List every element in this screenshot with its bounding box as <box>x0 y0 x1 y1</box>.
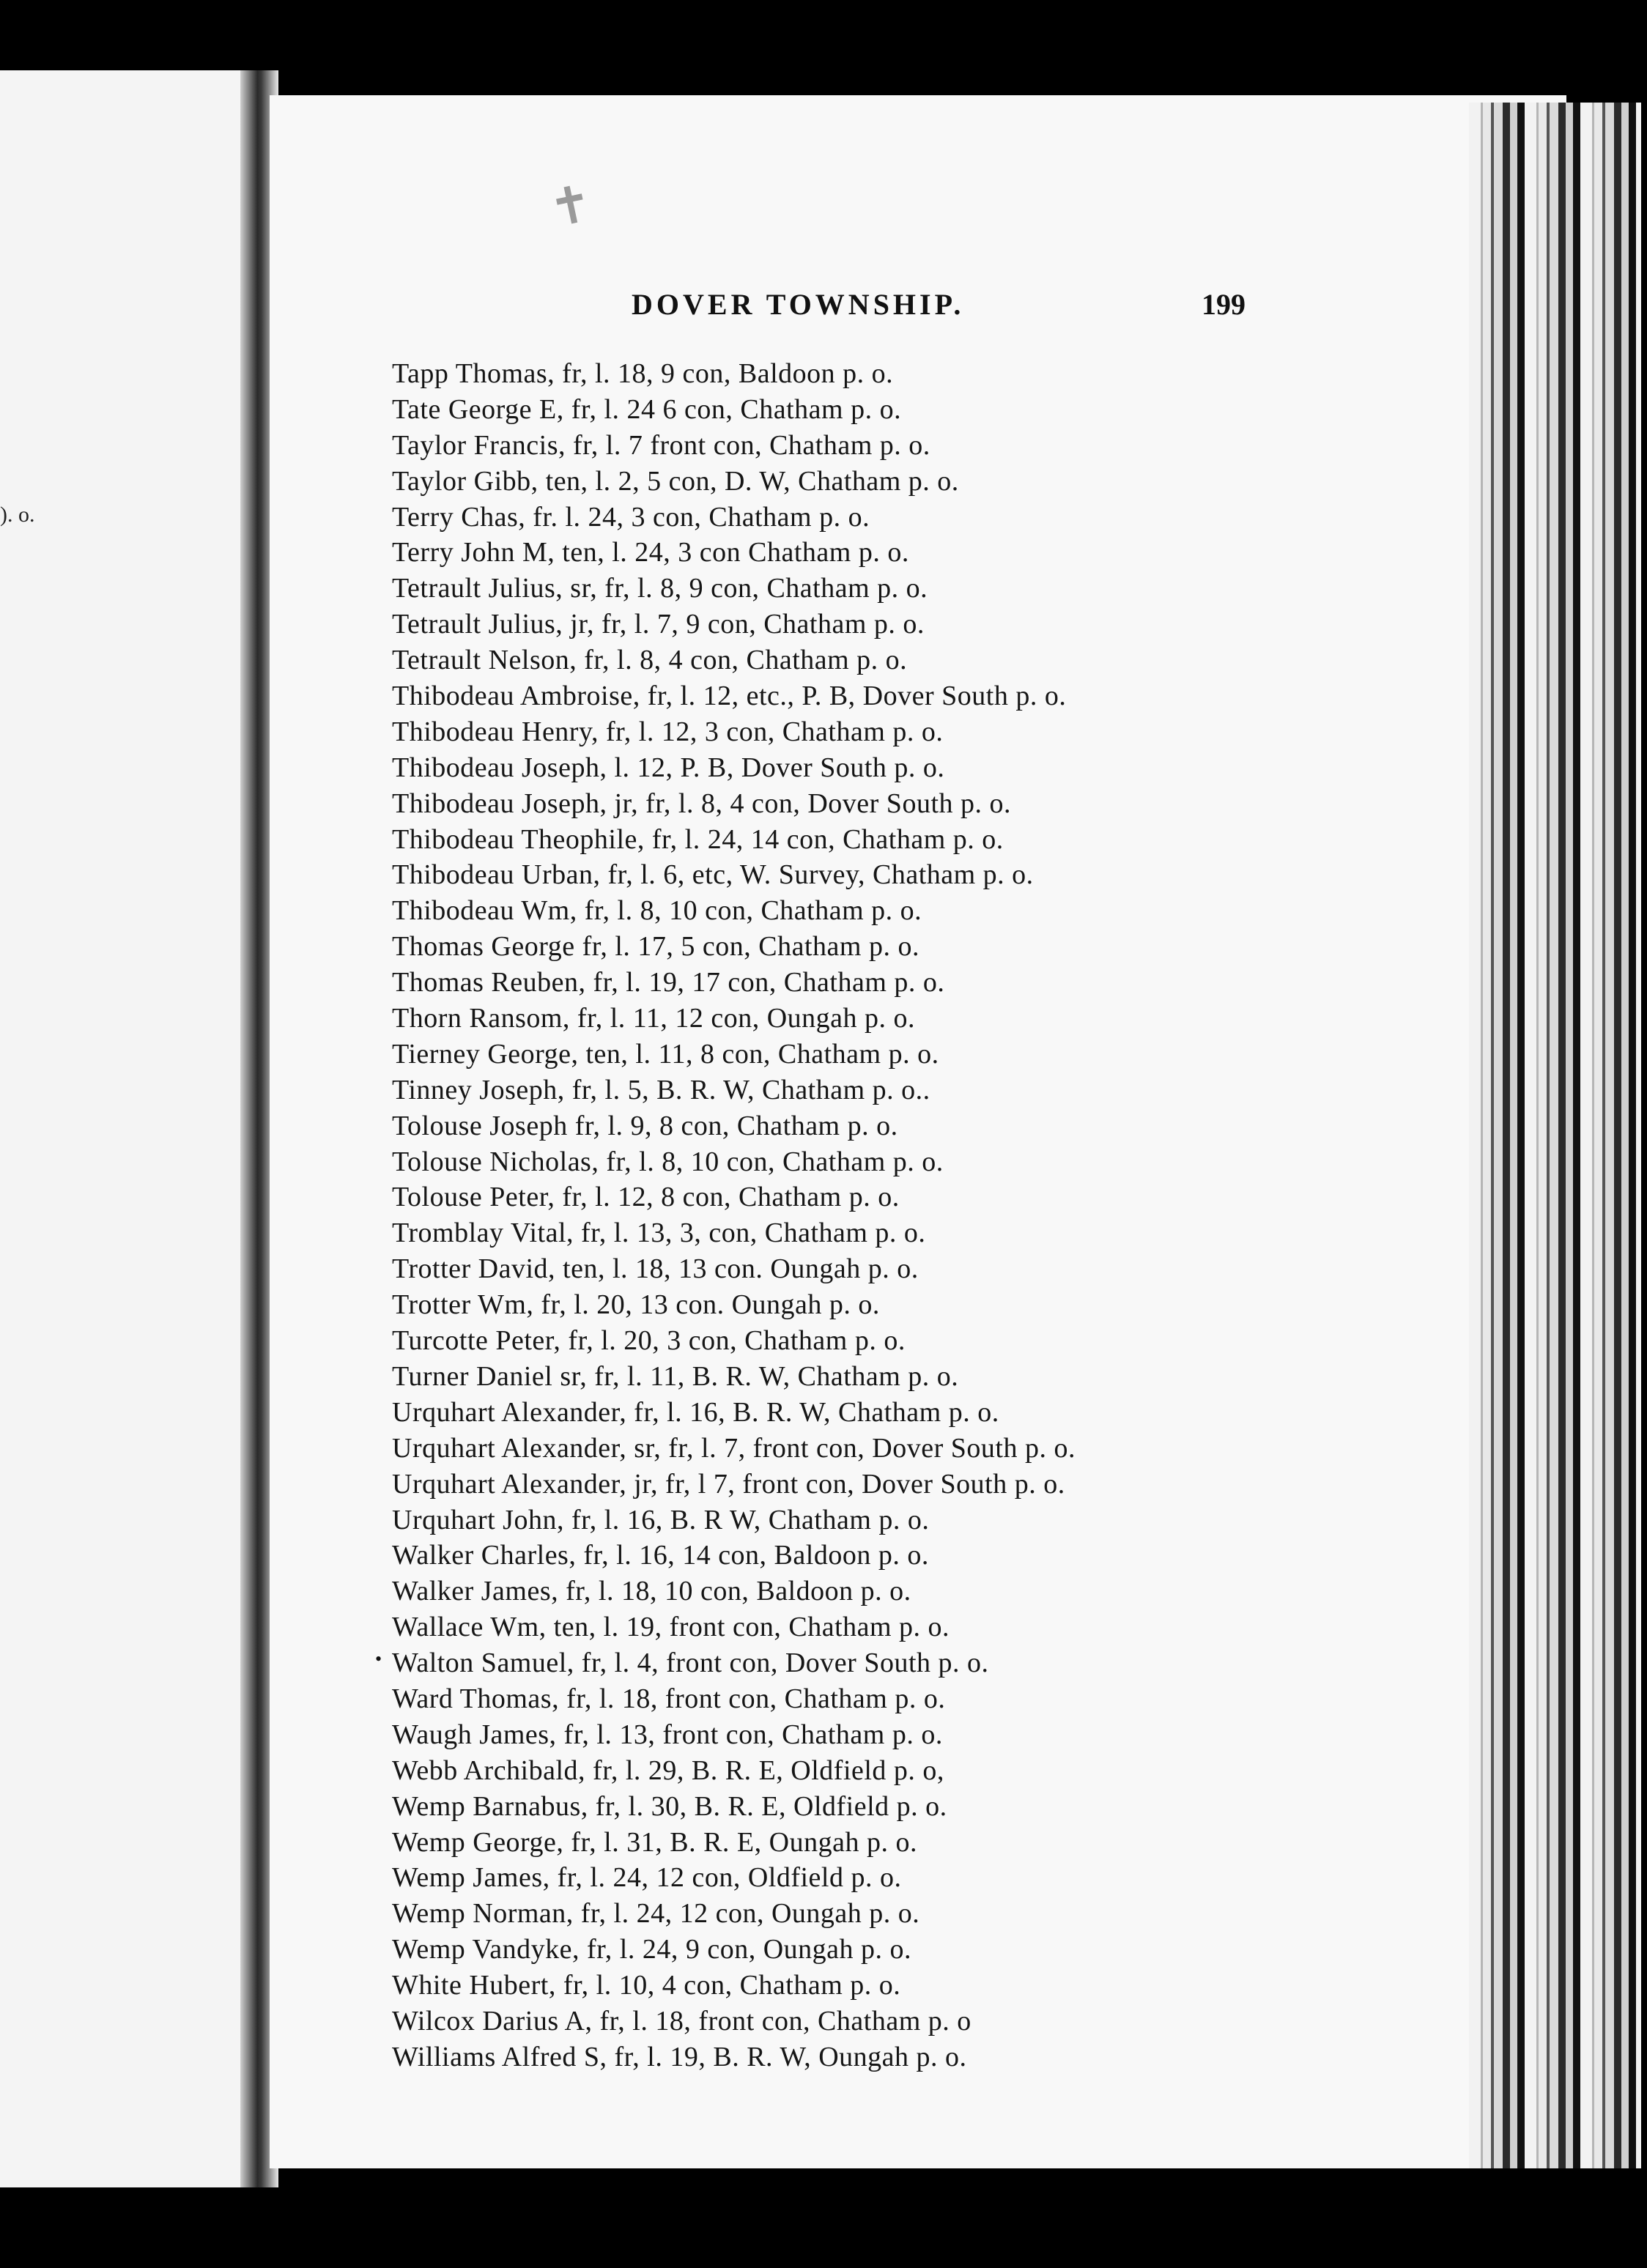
page-edges <box>1469 103 1641 2168</box>
left-page <box>0 70 249 2187</box>
directory-entry: Tolouse Joseph fr, l. 9, 8 con, Chatham p. o. <box>392 1110 898 1141</box>
directory-entry: Wallace Wm, ten, l. 19, front con, Chatham p. o. <box>392 1612 950 1643</box>
directory-entry: Thibodeau Wm, fr, l. 8, 10 con, Chatham p. o. <box>392 895 922 927</box>
directory-entry: Urquhart John, fr, l. 16, B. R W, Chatham p. o. <box>392 1504 930 1535</box>
directory-entry: Walker James, fr, l. 18, 10 con, Baldoon p. o. <box>392 1576 911 1607</box>
margin-marker-icon: • <box>375 1648 382 1670</box>
directory-entry: Wemp Vandyke, fr, l. 24, 9 con, Oungah p. o. <box>392 1934 912 1965</box>
directory-entry: Thibodeau Joseph, l. 12, P. B, Dover South p. o. <box>392 752 945 783</box>
directory-entry: Urquhart Alexander, jr, fr, l 7, front con, Dover South p. o. <box>392 1468 1065 1500</box>
directory-entry: Ward Thomas, fr, l. 18, front con, Chatham p. o. <box>392 1683 946 1714</box>
directory-entry: Trotter David, ten, l. 18, 13 con. Oungah p. o. <box>392 1253 919 1285</box>
directory-entry: Urquhart Alexander, sr, fr, l. 7, front con, Dover South p. o. <box>392 1432 1076 1464</box>
directory-entries <box>392 356 1454 2075</box>
directory-entry: Tierney George, ten, l. 11, 8 con, Chatham p. o. <box>392 1038 939 1070</box>
directory-entry: Taylor Francis, fr, l. 7 front con, Chatham p. o. <box>392 429 930 461</box>
directory-entry: Tolouse Peter, fr, l. 12, 8 con, Chatham p. o. <box>392 1182 900 1213</box>
directory-entry: Tinney Joseph, fr, l. 5, B. R. W, Chatham p. o.. <box>392 1074 930 1105</box>
directory-entry: Taylor Gibb, ten, l. 2, 5 con, D. W, Chatham p. o. <box>392 465 959 497</box>
directory-entry: Tromblay Vital, fr, l. 13, 3, con, Chatham p. o. <box>392 1218 926 1249</box>
directory-entry: Thomas George fr, l. 17, 5 con, Chatham p. o. <box>392 931 919 963</box>
directory-entry: Tolouse Nicholas, fr, l. 8, 10 con, Chatham p. o. <box>392 1146 944 1177</box>
directory-entry: Tetrault Nelson, fr, l. 8, 4 con, Chatham p. o. <box>392 645 908 676</box>
pencil-mark-icon: ✝ <box>544 174 599 240</box>
page-number: 199 <box>1202 288 1246 321</box>
directory-entry: Tetrault Julius, sr, fr, l. 8, 9 con, Chatham p. o. <box>392 573 928 604</box>
directory-entry: Thibodeau Henry, fr, l. 12, 3 con, Chatham p. o. <box>392 716 944 747</box>
directory-entry: Williams Alfred S, fr, l. 19, B. R. W, Oungah p. o. <box>392 2041 967 2072</box>
page-title: DOVER TOWNSHIP. <box>632 288 965 321</box>
directory-entry: Tetrault Julius, jr, fr, l. 7, 9 con, Chatham p. o. <box>392 609 925 640</box>
left-page-fragment: ). o. <box>0 503 35 527</box>
directory-entry: Wemp Norman, fr, l. 24, 12 con, Oungah p. o. <box>392 1898 920 1930</box>
directory-entry: Webb Archibald, fr, l. 29, B. R. E, Oldfield p. o, <box>392 1754 944 1786</box>
directory-entry: Urquhart Alexander, fr, l. 16, B. R. W, Chatham p. o. <box>392 1396 999 1428</box>
directory-entry: Turner Daniel sr, fr, l. 11, B. R. W, Chatham p. o. <box>392 1360 959 1392</box>
directory-entry: Wemp James, fr, l. 24, 12 con, Oldfield p. o. <box>392 1862 902 1894</box>
directory-entry: Thibodeau Ambroise, fr, l. 12, etc., P. B, Dover South p. o. <box>392 681 1067 712</box>
directory-entry: Waugh James, fr, l. 13, front con, Chatham p. o. <box>392 1719 943 1750</box>
directory-entry: Walton Samuel, fr, l. 4, front con, Dover South p. o. <box>392 1648 989 1679</box>
directory-entry: Thibodeau Theophile, fr, l. 24, 14 con, Chatham p. o. <box>392 823 1004 855</box>
directory-entry: Wemp Barnabus, fr, l. 30, B. R. E, Oldfield p. o. <box>392 1790 947 1822</box>
directory-entry: Thorn Ransom, fr, l. 11, 12 con, Oungah p. o. <box>392 1003 916 1034</box>
directory-entry: Walker Charles, fr, l. 16, 14 con, Baldoon p. o. <box>392 1540 929 1571</box>
directory-entry: Tate George E, fr, l. 24 6 con, Chatham p. o. <box>392 393 902 425</box>
directory-entry: Thomas Reuben, fr, l. 19, 17 con, Chatham p. o. <box>392 967 945 998</box>
directory-entry: Terry Chas, fr. l. 24, 3 con, Chatham p. o. <box>392 501 870 533</box>
directory-entry: Tapp Thomas, fr, l. 18, 9 con, Baldoon p. o. <box>392 358 894 389</box>
directory-entry: Terry John M, ten, l. 24, 3 con Chatham p. o. <box>392 537 909 568</box>
directory-entry: Thibodeau Joseph, jr, fr, l. 8, 4 con, Dover South p. o. <box>392 788 1011 819</box>
directory-entry: Trotter Wm, fr, l. 20, 13 con. Oungah p. o. <box>392 1289 880 1321</box>
directory-entry: White Hubert, fr, l. 10, 4 con, Chatham p. o. <box>392 1970 901 2001</box>
directory-entry: Thibodeau Urban, fr, l. 6, etc, W. Survey, Chatham p. o. <box>392 859 1034 891</box>
directory-entry: Wemp George, fr, l. 31, B. R. E, Oungah p. o. <box>392 1826 917 1858</box>
directory-entry: Wilcox Darius A, fr, l. 18, front con, Chatham p. o <box>392 2005 971 2037</box>
directory-entry: Turcotte Peter, fr, l. 20, 3 con, Chatham p. o. <box>392 1325 906 1357</box>
